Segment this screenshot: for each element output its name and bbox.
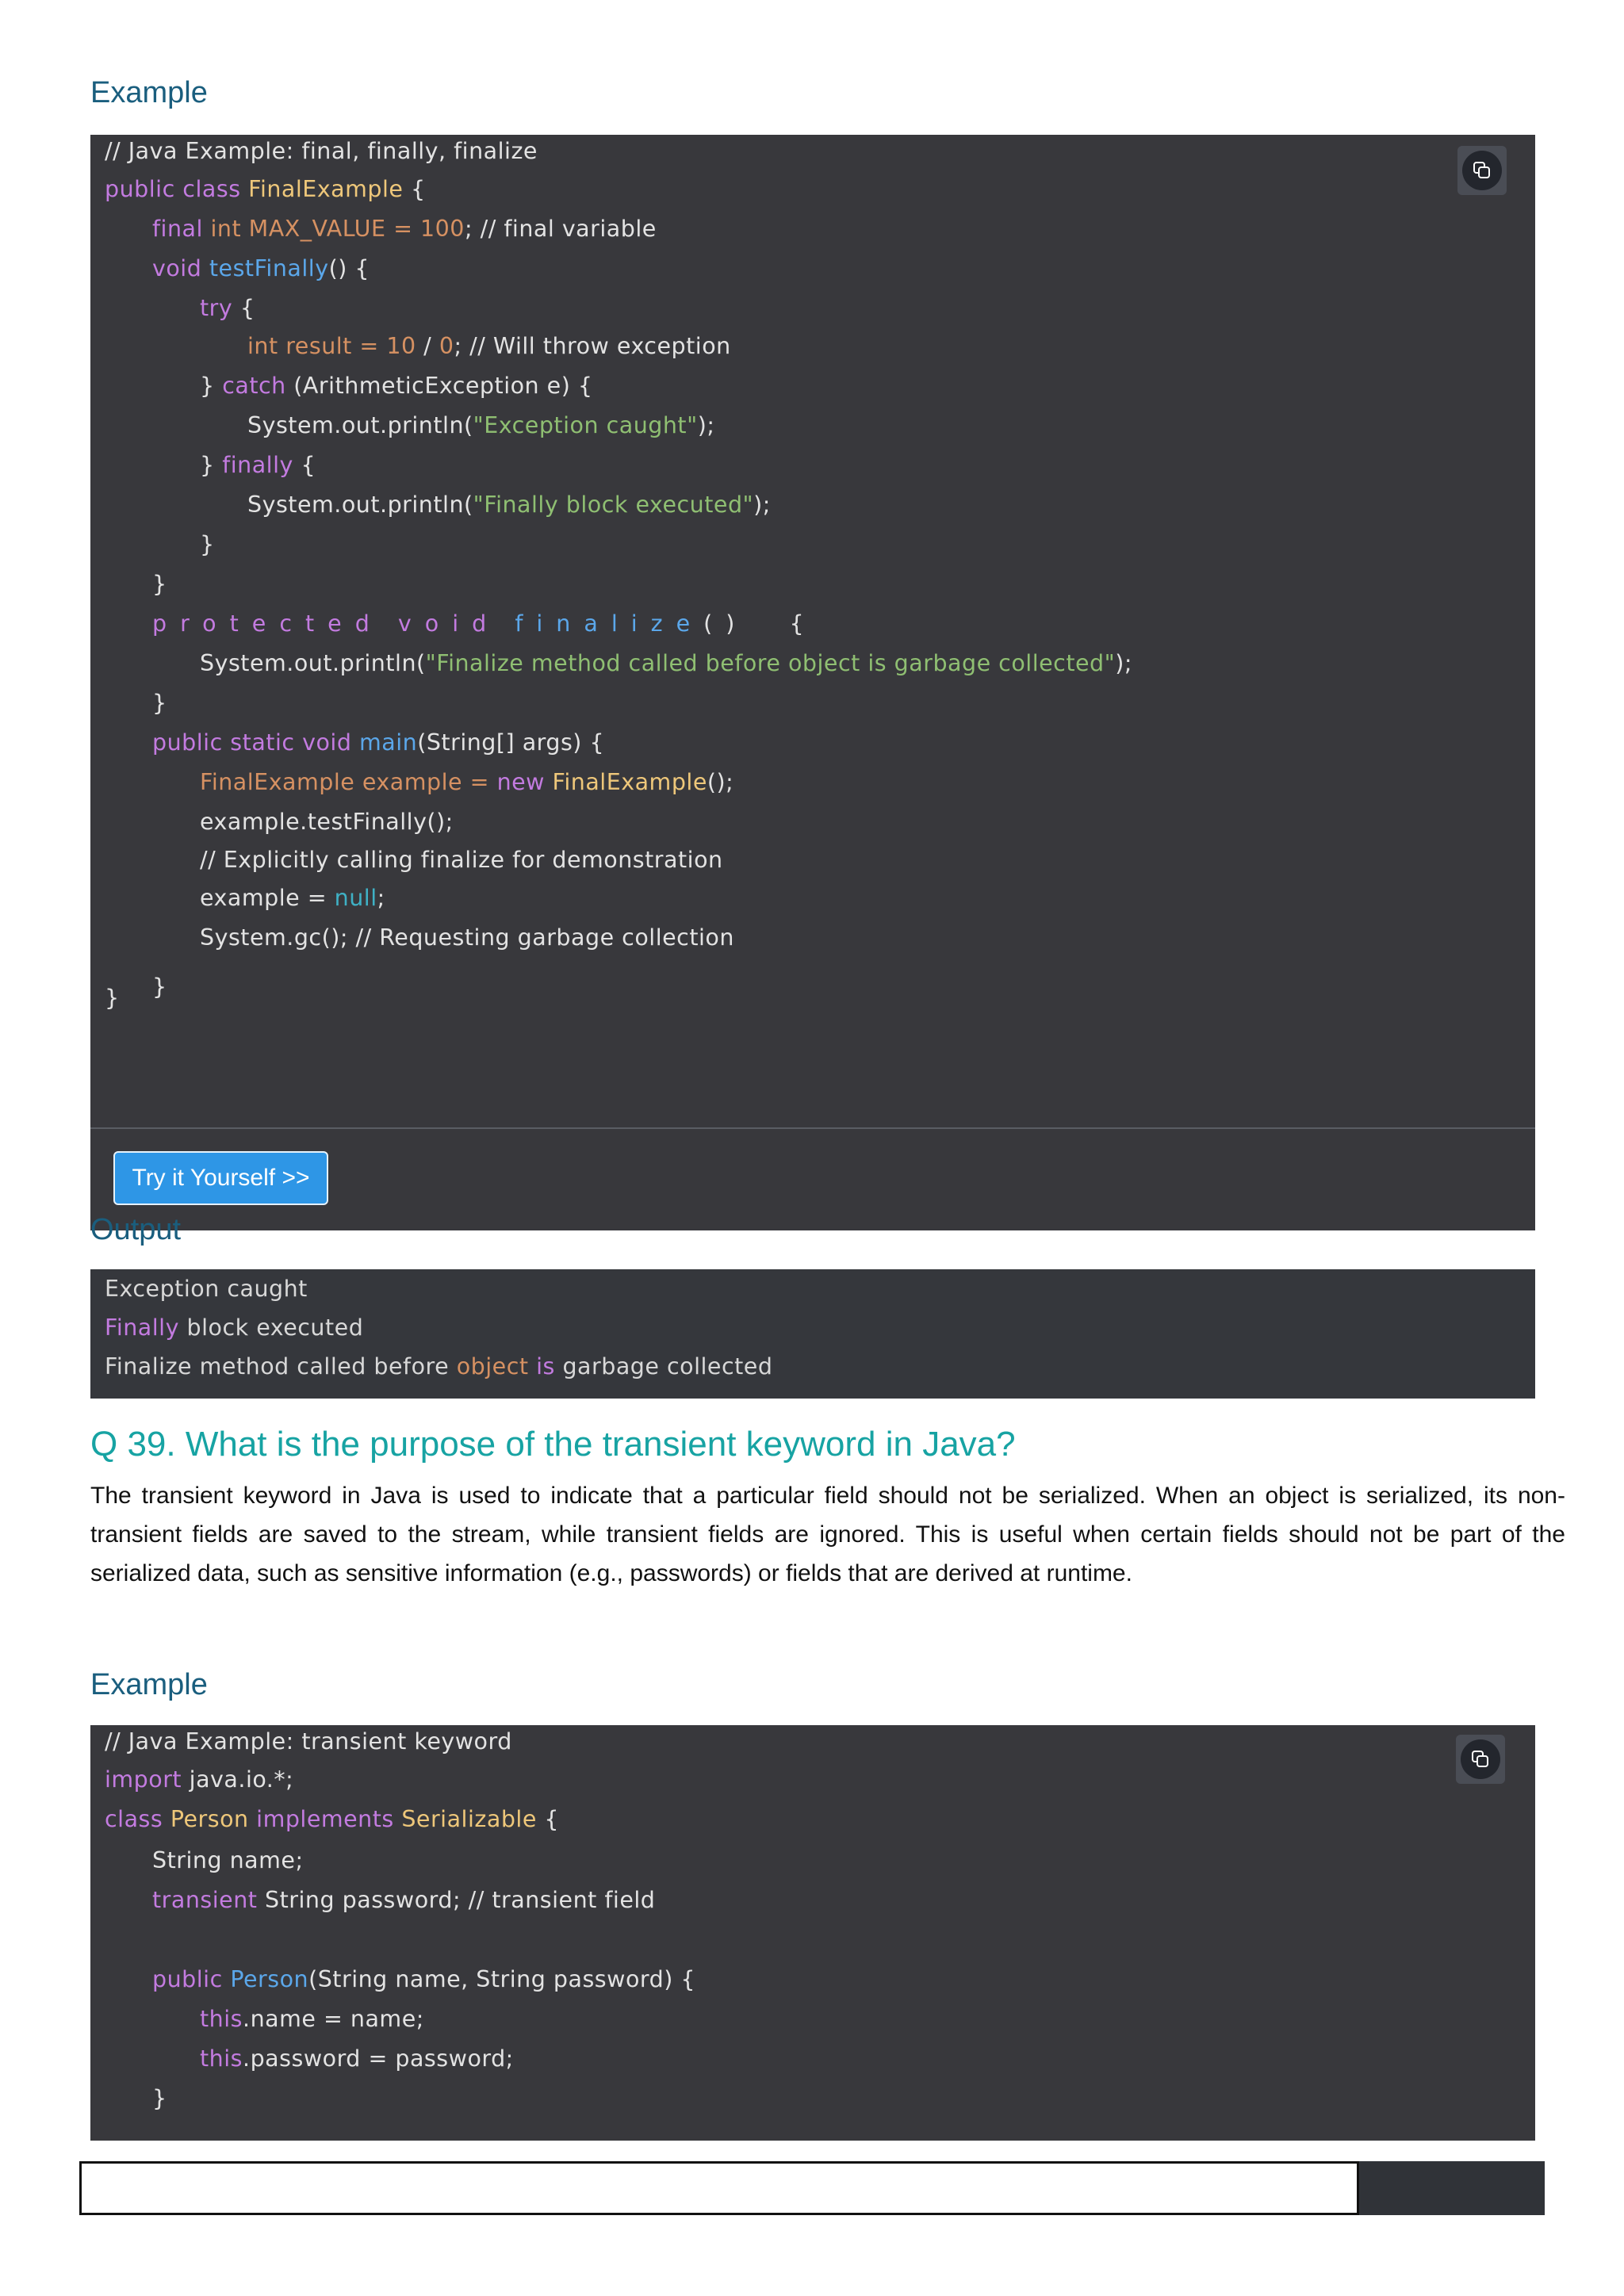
code-token: { [232,295,255,321]
copy-icon [1461,1739,1500,1779]
code-line [200,2006,424,2032]
code-token: java.io.*; [182,1766,294,1793]
code-token: Finalize method called before [105,1353,457,1380]
code-line [105,1728,512,1755]
code-token: void [397,610,500,637]
code-line [152,1887,655,1913]
code-line [200,650,1132,676]
code-line [105,985,120,1011]
code-line [200,531,215,557]
code-token: () { [328,255,370,281]
code-token: example.testFinally(); [200,809,454,835]
example-heading-2: Example [90,1668,208,1701]
footer-input-box[interactable] [79,2161,1359,2215]
code-line [200,373,593,399]
code-line [200,295,255,321]
code-line [152,216,657,242]
code-line [152,729,604,756]
code-block-final-finally-finalize [90,135,1535,1230]
code-token: System.out.println( [200,650,426,676]
try-it-bar [90,1127,1535,1229]
code-token: "Exception caught" [473,412,698,438]
code-line [105,1766,293,1793]
code-token: (String[] args) { [417,729,605,756]
code-token: } [200,373,223,399]
code-token [383,610,398,637]
code-token: } [152,690,167,716]
output-heading: Output [90,1213,182,1246]
code-token: "Finally block executed" [473,492,754,518]
code-token: this [200,2006,243,2032]
code-token: { [293,452,316,478]
code-token: protected [152,610,383,637]
code-token: ); [697,412,715,438]
code-token: // Java Example: transient keyword [105,1728,512,1755]
code-line [152,974,167,1000]
code-line [152,690,167,716]
code-token: } [152,2085,167,2111]
copy-code-button[interactable] [1457,146,1507,195]
code-line [200,2045,514,2072]
code-line [105,176,426,202]
code-token: object [456,1353,529,1380]
code-token: public static void [152,729,359,756]
code-token: } [200,531,215,557]
code-token: final [152,216,211,242]
code-line [152,255,370,281]
code-token: finally [222,452,293,478]
code-token: String password; // transient field [257,1887,656,1913]
code-token: int result = 10 [247,333,416,359]
code-token: null [334,885,377,911]
code-token: FinalExample [552,769,707,795]
code-token: / [416,333,439,359]
code-token: example = [200,885,335,911]
code-line [200,885,385,911]
code-token: Finally [105,1314,179,1341]
code-token: main [359,729,418,756]
code-token: garbage collected [554,1353,773,1380]
code-token: String name; [152,1847,304,1873]
code-token: ); [753,492,771,518]
code-token: ; [377,885,385,911]
code-token: void [152,255,209,281]
code-token: // Explicitly calling finalize for demonstration [200,847,723,873]
code-token: ; // Will throw exception [454,333,731,359]
code-line [152,571,167,597]
code-token: { [403,176,426,202]
code-token: System.gc(); // Requesting garbage collection [200,924,734,951]
code-token: catch [222,373,286,399]
code-token: Serializable [401,1806,537,1832]
code-token: } [105,985,120,1011]
code-token: public [152,1966,231,1992]
code-token [529,1353,537,1380]
code-token: // Java Example: final, finally, finalize [105,138,538,164]
code-token: int MAX_VALUE = 100 [210,216,465,242]
code-token: Person [230,1966,309,1992]
output-line [105,1314,363,1341]
footer-dark-panel [1359,2161,1545,2215]
code-token: "Finalize method called before object is garbage collected" [425,650,1116,676]
copy-code-button-2[interactable] [1456,1735,1505,1784]
code-line [200,452,316,478]
code-token: class [105,1806,170,1832]
code-token: Exception caught [105,1276,308,1302]
question-title: Q 39. What is the purpose of the transient keyword in Java? [90,1425,1016,1464]
code-token: } [200,452,223,478]
code-line [152,1847,304,1873]
example-heading: Example [90,76,208,109]
code-token: Person [170,1806,257,1832]
code-line [200,847,723,873]
code-token: finalize [515,610,704,637]
code-line [200,924,734,951]
code-line [105,138,538,164]
code-token: public class [105,176,249,202]
output-block [90,1269,1535,1399]
code-token: is [536,1353,555,1380]
code-token: { [748,610,818,637]
code-line [152,1966,695,1992]
code-line [105,1806,559,1832]
code-line [247,492,771,518]
code-token: System.out.println( [247,492,473,518]
copy-icon [1462,151,1502,190]
code-token: 0 [439,333,454,359]
code-token: try [200,295,233,321]
code-token [500,610,515,637]
code-token: .name = name; [243,2006,424,2032]
code-token: (); [707,769,734,795]
question-body: The transient keyword in Java is used to indicate that a particular field should not be serialized. When an object is serialized, its non-transient fields are saved to the stream, while transient fields are ignored. This is useful when certain fields should not be part of the serialized data, such as sensitive information (e.g., passwords) or fields that are derived at runtime. [90,1483,1565,1586]
code-token: { [536,1806,560,1832]
code-block-transient [90,1725,1535,2141]
code-token: import [105,1766,182,1793]
code-token: block executed [178,1314,364,1341]
code-token: FinalExample [248,176,404,202]
code-line [152,2085,167,2111]
code-token: .password = password; [243,2045,514,2072]
code-token: (ArithmeticException e) { [285,373,593,399]
code-line [200,769,733,795]
code-token: this [200,2045,243,2072]
code-token: FinalExample example = [200,769,497,795]
code-token: ; // final variable [464,216,657,242]
code-token: new [496,769,553,795]
code-token: ); [1115,650,1132,676]
code-token: System.out.println( [247,412,473,438]
code-line [247,412,714,438]
output-line [105,1276,308,1302]
code-token: } [152,974,167,1000]
code-token: testFinally [209,255,329,281]
code-token: implements [256,1806,402,1832]
code-line [247,333,731,359]
code-token: () [703,610,749,637]
try-it-yourself-button[interactable]: Try it Yourself >> [113,1151,328,1205]
code-token: transient [152,1887,258,1913]
code-token: (String name, String password) { [308,1966,695,1992]
code-token: } [152,571,167,597]
output-line [105,1353,772,1380]
code-line [200,809,454,835]
code-line [152,610,818,637]
